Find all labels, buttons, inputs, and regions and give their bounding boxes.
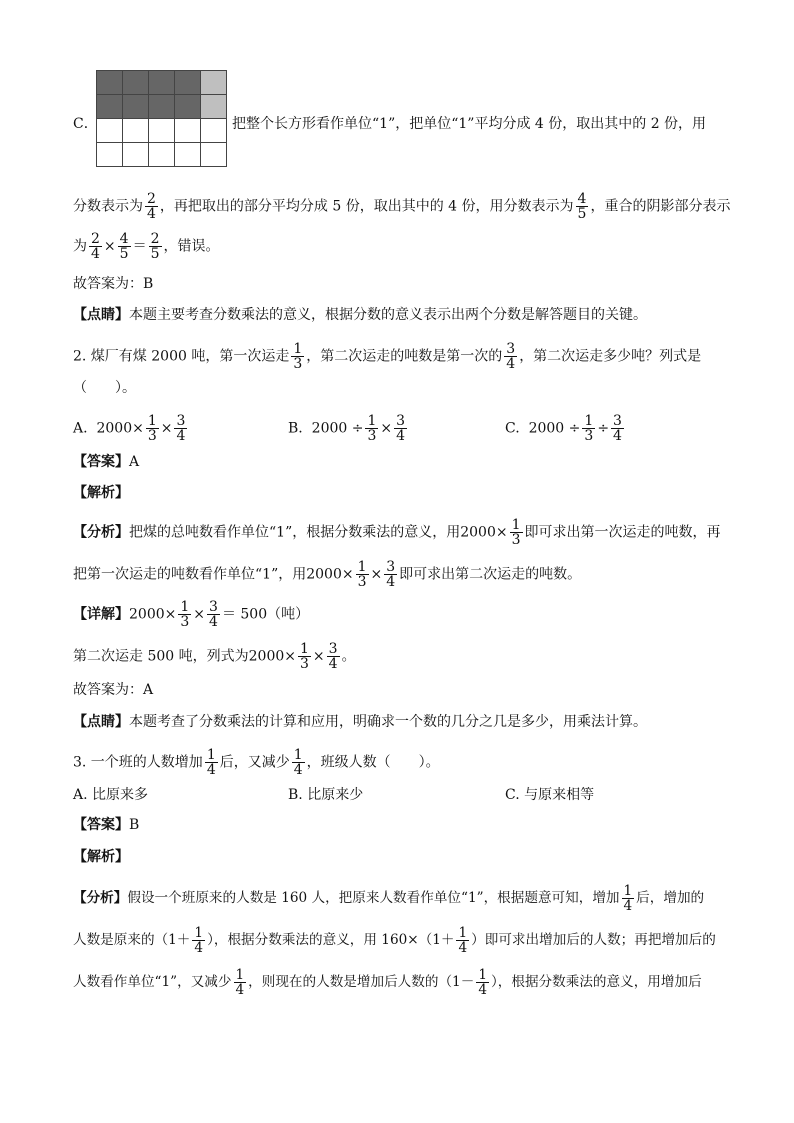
fraction: $\frac{4}{5}$ bbox=[119, 231, 129, 262]
grid-cell bbox=[149, 143, 175, 167]
q2-analysis-line1: 【分析】把煤的总吨数看作单位“1”，根据分数乘法的意义，用2000× $\frac{1}{3}$ 即可求出第一次运走的吨数，再 bbox=[73, 517, 721, 548]
grid-cell bbox=[149, 95, 175, 119]
q2-comment: 【点睛】本题考查了分数乘法的计算和应用，明确求一个数的几分之几是多少，用乘法计算。 bbox=[73, 714, 647, 730]
q2-detail: 【详解】2000× $\frac{1}{3}$ × $\frac{3}{4}$ ＝ 500（吨） bbox=[73, 599, 310, 630]
fraction: $\frac{1}{3}$ bbox=[584, 413, 594, 444]
q2-option-b[interactable]: B. 2000 ÷ $\frac{1}{3}$ × $\frac{3}{4}$ bbox=[288, 413, 406, 444]
fraction: $\frac{3}{4}$ bbox=[328, 641, 338, 672]
grid-cell bbox=[123, 95, 149, 119]
grid-cell bbox=[97, 71, 123, 95]
q3-option-b[interactable]: B. 比原来少 bbox=[288, 787, 364, 803]
fraction: $\frac{2}{4}$ bbox=[147, 191, 156, 222]
q1-answer-line: 故答案为：B bbox=[73, 276, 154, 292]
q2-analysis-line2: 把第一次运走的吨数看作单位“1”，用2000× $\frac{1}{3}$ × $\frac{3}{4}$ 即可求出第二次运走的吨数。 bbox=[73, 559, 582, 590]
q3-answer: 【答案】B bbox=[73, 817, 140, 833]
fraction: $\frac{1}{4}$ bbox=[206, 747, 216, 778]
q3-stem: 3. 一个班的人数增加 $\frac{1}{4}$ 后，又减少 $\frac{1}{4}$ ，班级人数（ ）。 bbox=[73, 747, 440, 778]
q2-answer: 【答案】A bbox=[73, 454, 140, 470]
q2-option-c[interactable]: C. 2000 ÷ $\frac{1}{3}$ ÷ $\frac{3}{4}$ bbox=[505, 413, 622, 444]
grid-cell bbox=[175, 71, 201, 95]
shaded-rectangle-figure bbox=[96, 70, 227, 167]
fraction: $\frac{1}{4}$ bbox=[293, 747, 303, 778]
grid-cell bbox=[123, 119, 149, 143]
fraction: $\frac{3}{4}$ bbox=[396, 413, 406, 444]
grid-cell bbox=[201, 71, 227, 95]
fraction: $\frac{1}{3}$ bbox=[180, 599, 190, 630]
fraction: $\frac{1}{4}$ bbox=[235, 967, 245, 998]
grid-cell bbox=[175, 95, 201, 119]
fraction: $\frac{1}{3}$ bbox=[367, 413, 377, 444]
grid-cell bbox=[97, 143, 123, 167]
grid-cell bbox=[123, 143, 149, 167]
q2-detail-line2: 第二次运走 500 吨，列式为2000× $\frac{1}{3}$ × $\frac{3}{4}$ 。 bbox=[73, 641, 356, 672]
fraction: $\frac{3}{4}$ bbox=[386, 559, 396, 590]
q2-option-a[interactable]: A. 2000× $\frac{1}{3}$ × $\frac{3}{4}$ bbox=[73, 413, 186, 444]
grid-cell bbox=[201, 143, 227, 167]
q3-analysis-line3: 人数看作单位“1”，又减少 $\frac{1}{4}$ ，则现在的人数是增加后人数的（1－ $\frac{1}{4}$ ），根据分数乘法的意义，用增加后 bbox=[73, 967, 702, 998]
fraction: $\frac{1}{3}$ bbox=[293, 341, 303, 372]
q2-answer-line: 故答案为：A bbox=[73, 682, 154, 698]
q1-line2: 分数表示为 $\frac{2}{4}$ ，再把取出的部分平均分成 5 份，取出其中的 4 份，用分数表示为 $\frac{4}{5}$ ，重合的阴影部分表示 bbox=[73, 191, 731, 222]
grid-cell bbox=[201, 95, 227, 119]
fraction: $\frac{3}{4}$ bbox=[209, 599, 218, 630]
fraction: $\frac{1}{3}$ bbox=[357, 559, 367, 590]
grid-cell bbox=[175, 143, 201, 167]
q2-stem: 2. 煤厂有煤 2000 吨，第一次运走 $\frac{1}{3}$ ，第二次运走的吨数是第一次的 $\frac{3}{4}$ ，第二次运走多少吨？列式是 bbox=[73, 341, 702, 372]
q3-option-a[interactable]: A. 比原来多 bbox=[73, 787, 149, 803]
grid-cell bbox=[201, 119, 227, 143]
q2-stem-line2: （ ）。 bbox=[73, 380, 136, 396]
fraction: $\frac{1}{4}$ bbox=[478, 967, 487, 998]
fraction: $\frac{4}{5}$ bbox=[577, 191, 587, 222]
q1-line3: 为 $\frac{2}{4}$ × $\frac{4}{5}$ ＝ $\frac{2}{5}$ ，错误。 bbox=[73, 231, 220, 262]
fraction: $\frac{1}{3}$ bbox=[511, 517, 521, 548]
fraction: $\frac{1}{4}$ bbox=[623, 883, 633, 914]
grid-cell bbox=[97, 95, 123, 119]
q1-comment: 【点睛】本题主要考查分数乘法的意义，根据分数的意义表示出两个分数是解答题目的关键。 bbox=[73, 307, 647, 323]
fraction: $\frac{3}{4}$ bbox=[176, 413, 186, 444]
fraction: $\frac{2}{5}$ bbox=[150, 231, 160, 262]
q3-analysis-line1: 【分析】假设一个班原来的人数是 160 人，把原来人数看作单位“1”，根据题意可知，增加 $\frac{1}{4}$ 后，增加的 bbox=[73, 883, 705, 914]
q3-analysis-line2: 人数是原来的（1＋ $\frac{1}{4}$ ），根据分数乘法的意义，用 160×（1＋ $\frac{1}{4}$ ）即可求出增加后的人数；再把增加后的 bbox=[73, 925, 716, 956]
fraction: $\frac{1}{4}$ bbox=[194, 925, 204, 956]
fraction: $\frac{2}{4}$ bbox=[91, 231, 100, 262]
q2-analysis-heading: 【解析】 bbox=[73, 485, 129, 501]
q3-analysis-heading: 【解析】 bbox=[73, 849, 129, 865]
grid-cell bbox=[149, 119, 175, 143]
fraction: $\frac{1}{3}$ bbox=[147, 413, 157, 444]
grid-cell bbox=[175, 119, 201, 143]
q1-line1: 把整个长方形看作单位“1”，把单位“1”平均分成 4 份，取出其中的 2 份，用 bbox=[232, 116, 707, 132]
grid-cell bbox=[123, 71, 149, 95]
fraction: $\frac{3}{4}$ bbox=[613, 413, 622, 444]
fraction: $\frac{1}{4}$ bbox=[458, 925, 468, 956]
grid-cell bbox=[97, 119, 123, 143]
fraction: $\frac{1}{3}$ bbox=[299, 641, 309, 672]
grid-cell bbox=[149, 71, 175, 95]
q3-option-c[interactable]: C. 与原来相等 bbox=[505, 787, 595, 803]
q1-option-c-label: C． bbox=[73, 116, 98, 132]
fraction: $\frac{3}{4}$ bbox=[506, 341, 516, 372]
